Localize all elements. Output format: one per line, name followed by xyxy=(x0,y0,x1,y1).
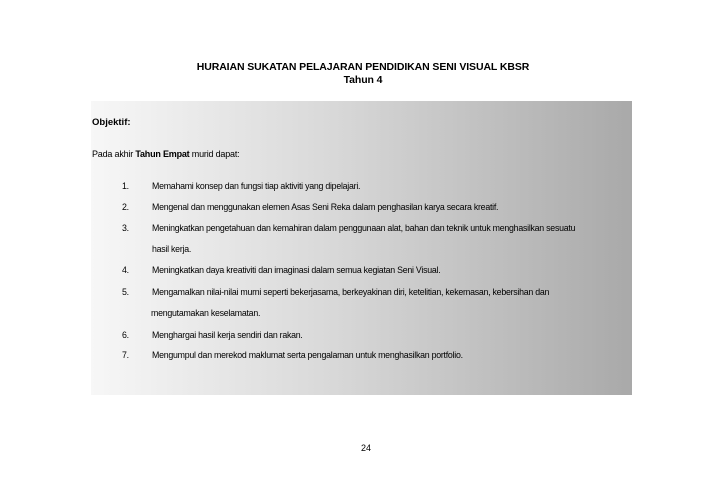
objective-text: Mengumpul dan merekod maklumat serta pengalaman untuk menghasilkan portfolio. xyxy=(152,350,463,360)
objective-number: 4. xyxy=(122,265,129,275)
objective-text: Memahami konsep dan fungsi tiap aktiviti yang dipelajari. xyxy=(152,181,361,191)
document-title xyxy=(0,61,708,87)
objective-number: 1. xyxy=(122,181,129,191)
intro-prefix: Pada akhir xyxy=(92,149,134,159)
objective-text-continued: mengutamakan keselamatan. xyxy=(151,308,261,318)
objective-text-continued: hasil kerja. xyxy=(152,244,192,254)
objective-text: Meningkatkan pengetahuan dan kemahiran dalam penggunaan alat, bahan dan teknik untuk menghasilkan sesuatu xyxy=(152,223,576,233)
objective-number: 2. xyxy=(122,202,129,212)
intro-bold: Tahun Empat xyxy=(135,149,190,159)
intro-suffix: murid dapat: xyxy=(191,149,240,159)
objective-number: 6. xyxy=(122,330,129,340)
objective-text: Mengenal dan menggunakan elemen Asas Seni Reka dalam penghasilan karya secara kreatif. xyxy=(152,202,499,212)
objective-text: Menghargai hasil kerja sendiri dan rakan. xyxy=(152,330,303,340)
title-line-2: Tahun 4 xyxy=(343,74,383,86)
title-line-1: HURAIAN SUKATAN PELAJARAN PENDIDIKAN SENI VISUAL KBSR xyxy=(196,61,530,73)
objective-number: 5. xyxy=(122,287,129,297)
intro-text xyxy=(92,149,239,159)
objective-text: Mengamalkan nilai-nilai murni seperti bekerjasama, berkeyakinan diri, ketelitian, kekemasan, kebersihan dan xyxy=(152,287,550,297)
objective-number: 3. xyxy=(122,223,129,233)
objective-text: Meningkatkan daya kreativiti dan imaginasi dalam semua kegiatan Seni Visual. xyxy=(152,265,441,275)
page-number: 24 xyxy=(361,443,372,453)
section-heading: Objektif: xyxy=(92,117,131,128)
objective-number: 7. xyxy=(122,350,129,360)
objectives-panel xyxy=(91,101,632,395)
